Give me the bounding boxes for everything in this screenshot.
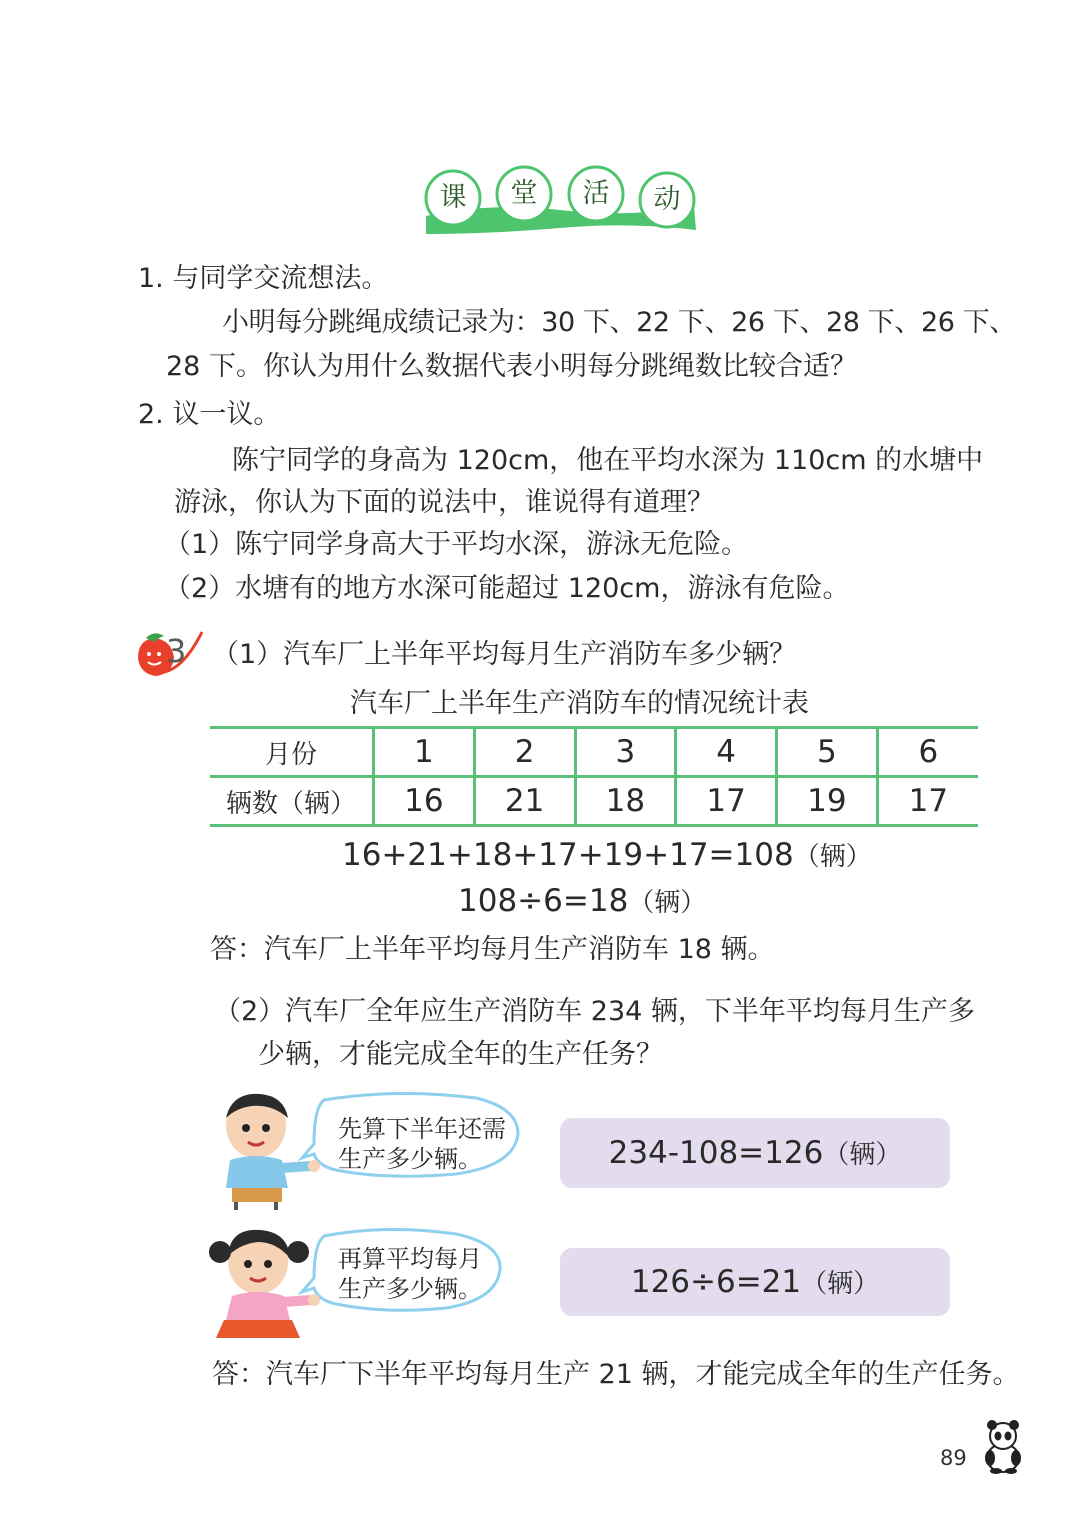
boy-bubble-line2: 生产多少辆。 [338, 1145, 482, 1173]
answer-1: 答：汽车厂上半年平均每月生产消防车 18 辆。 [210, 934, 775, 965]
calculation-2-unit: （辆） [628, 888, 707, 918]
answer-2: 答：汽车厂下半年平均每月生产 21 辆，才能完成全年的生产任务。 [212, 1359, 1020, 1390]
table-header-month: 月份 [264, 739, 317, 770]
boy-hint [206, 1088, 526, 1212]
calculation-box-2 [560, 1248, 950, 1316]
banner-char-4: 动 [653, 184, 681, 215]
table-cell-count: 19 [777, 777, 878, 826]
q2-line1: 陈宁同学的身高为 120cm，他在平均水深为 110cm 的水塘中 [232, 445, 984, 476]
calculation-box-1-unit: （辆） [823, 1140, 902, 1170]
page-number: 89 [940, 1446, 967, 1470]
q1-heading: 1. 与同学交流想法。 [138, 263, 389, 294]
girl-bubble-line1: 再算平均每月 [338, 1245, 482, 1273]
girl-hint [206, 1222, 526, 1340]
table-cell-month: 4 [676, 728, 777, 777]
table-cell-count: 17 [877, 777, 978, 826]
calculation-box-1 [560, 1118, 950, 1188]
table-cell-count: 16 [374, 777, 475, 826]
example-number: 3 [166, 632, 187, 670]
example3-part2-line1: （2）汽车厂全年应生产消防车 234 辆，下半年平均每月生产多 [214, 996, 975, 1027]
q1-line1: 小明每分跳绳成绩记录为：30 下、22 下、26 下、28 下、26 下、 [222, 307, 1016, 338]
q2-option-2: （2）水塘有的地方水深可能超过 120cm，游泳有危险。 [164, 573, 850, 604]
calculation-2-expression: 108÷6=18 [458, 883, 629, 919]
table-cell-month: 6 [877, 728, 978, 777]
statistics-table [210, 726, 978, 827]
table-row-months [210, 728, 978, 777]
girl-bubble-text [338, 1244, 482, 1304]
table-header-count: 辆数（辆） [225, 788, 356, 819]
banner-char-2: 堂 [510, 178, 538, 209]
table-cell-month: 2 [474, 728, 575, 777]
table-cell-month: 5 [777, 728, 878, 777]
q2-option-1: （1）陈宁同学身高大于平均水深，游泳无危险。 [164, 529, 749, 560]
calculation-2 [458, 882, 706, 919]
example3-part1: （1）汽车厂上半年平均每月生产消防车多少辆？ [212, 639, 797, 670]
table-row-counts [210, 777, 978, 826]
panda-icon [978, 1418, 1028, 1474]
q2-line2: 游泳，你认为下面的说法中，谁说得有道理？ [174, 487, 714, 518]
calculation-1-unit: （辆） [793, 842, 872, 872]
table-cell-month: 3 [575, 728, 676, 777]
table-cell-month: 1 [374, 728, 475, 777]
calculation-box-2-expression: 126÷6=21 [630, 1264, 802, 1300]
calculation-box-2-unit: （辆） [801, 1269, 880, 1299]
q2-heading: 2. 议一议。 [138, 399, 281, 430]
banner-char-3: 活 [582, 178, 610, 209]
example3-part2-line2: 少辆，才能完成全年的生产任务？ [258, 1039, 663, 1070]
table-cell-count: 18 [575, 777, 676, 826]
section-banner [420, 158, 700, 238]
boy-bubble-text [338, 1114, 506, 1174]
calculation-1-expression: 16+21+18+17+19+17=108 [342, 837, 794, 873]
boy-bubble-line1: 先算下半年还需 [338, 1115, 506, 1143]
q1-line2: 28 下。你认为用什么数据代表小明每分跳绳数比较合适？ [166, 351, 857, 382]
banner-char-1: 课 [439, 182, 467, 213]
girl-bubble-line2: 生产多少辆。 [338, 1275, 482, 1303]
table-cell-count: 17 [676, 777, 777, 826]
table-title: 汽车厂上半年生产消防车的情况统计表 [350, 688, 809, 719]
calculation-1 [342, 836, 872, 873]
calculation-box-1-expression: 234-108=126 [608, 1135, 824, 1171]
table-cell-count: 21 [474, 777, 575, 826]
example-3-marker [134, 628, 206, 680]
